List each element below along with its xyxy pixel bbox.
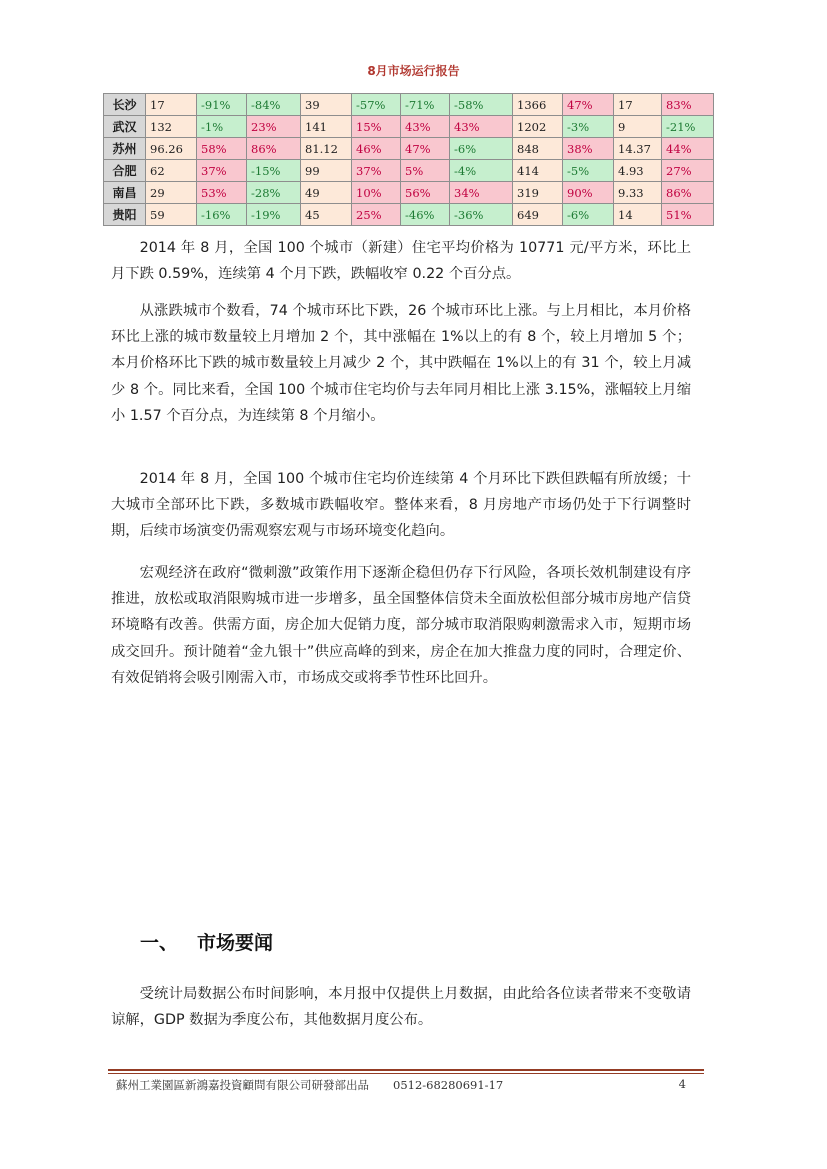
- table-cell: 9: [614, 116, 662, 138]
- table-cell: 53%: [197, 182, 247, 204]
- table-cell: 25%: [352, 204, 401, 226]
- table-cell: 649: [513, 204, 563, 226]
- table-cell: -3%: [563, 116, 614, 138]
- table-cell: -21%: [662, 116, 714, 138]
- table-cell: 37%: [352, 160, 401, 182]
- footer-phone: 0512-68280691-17: [393, 1078, 504, 1092]
- table-cell: 86%: [247, 138, 301, 160]
- table-cell: 47%: [401, 138, 450, 160]
- table-cell: 43%: [450, 116, 513, 138]
- table-cell: 29: [146, 182, 197, 204]
- table-cell: -15%: [247, 160, 301, 182]
- table-cell: 23%: [247, 116, 301, 138]
- table-cell: 37%: [197, 160, 247, 182]
- city-name-cell: 长沙: [104, 94, 146, 116]
- city-name-cell: 苏州: [104, 138, 146, 160]
- table-cell: -19%: [247, 204, 301, 226]
- page-number: 4: [678, 1077, 686, 1091]
- table-cell: -36%: [450, 204, 513, 226]
- table-cell: 44%: [662, 138, 714, 160]
- table-cell: 90%: [563, 182, 614, 204]
- table-cell: 38%: [563, 138, 614, 160]
- table-row: [104, 182, 714, 204]
- table-cell: 96.26: [146, 138, 197, 160]
- table-cell: 1366: [513, 94, 563, 116]
- city-name-cell: 合肥: [104, 160, 146, 182]
- table-cell: -5%: [563, 160, 614, 182]
- table-cell: 62: [146, 160, 197, 182]
- table-cell: 14.37: [614, 138, 662, 160]
- table-cell: 46%: [352, 138, 401, 160]
- table-cell: 132: [146, 116, 197, 138]
- table-row: [104, 204, 714, 226]
- table-cell: 86%: [662, 182, 714, 204]
- paragraph-summary: 2014 年 8 月，全国 100 个城市住宅均价连续第 4 个月环比下跌但跌幅有所放缓；十大城市全部环比下跌，多数城市跌幅收窄。整体来看，8 月房地产市场仍处于下行调整时期，后续市场演变仍需观察宏观与市场环境变化趋向。: [111, 471, 691, 540]
- table-row: [104, 94, 714, 116]
- table-cell: 14: [614, 204, 662, 226]
- table-cell: 10%: [352, 182, 401, 204]
- table-cell: -57%: [352, 94, 401, 116]
- section-title: 市场要闻: [197, 932, 274, 954]
- footer-divider-thick: [108, 1069, 704, 1071]
- table-cell: -58%: [450, 94, 513, 116]
- table-cell: 47%: [563, 94, 614, 116]
- city-name-cell: 贵阳: [104, 204, 146, 226]
- table-cell: 39: [301, 94, 352, 116]
- table-cell: 4.93: [614, 160, 662, 182]
- report-header-title: 8月市场运行报告: [367, 64, 460, 78]
- table-cell: -1%: [197, 116, 247, 138]
- footer-company: 蘇州工業園區新鴻嘉投資顧問有限公司研發部出品: [116, 1078, 369, 1092]
- table-cell: 319: [513, 182, 563, 204]
- table-cell: -6%: [563, 204, 614, 226]
- paragraph-city-count: 从涨跌城市个数看，74 个城市环比下跌，26 个城市环比上涨。与上月相比，本月价格环比上涨的城市数量较上月增加 2 个，其中涨幅在 1%以上的有 8 个，较上月增加 5 个；本月价格环比下跌的城市数量较上月减少 2 个，其中跌幅在 1%以上的有 31 个，较上月减少 8 个。同比来看，全国 100 个城市住宅均价与去年同月相比上涨 3.15%，涨幅较上月缩小 1.57 个百分点，为连续第 8 个月缩小。: [111, 303, 691, 424]
- section-heading: [140, 928, 273, 955]
- table-cell: 34%: [450, 182, 513, 204]
- table-cell: 49: [301, 182, 352, 204]
- city-name-cell: 武汉: [104, 116, 146, 138]
- table-cell: 81.12: [301, 138, 352, 160]
- city-name-cell: 南昌: [104, 182, 146, 204]
- table-cell: -91%: [197, 94, 247, 116]
- table-cell: 45: [301, 204, 352, 226]
- table-cell: 56%: [401, 182, 450, 204]
- table-cell: 27%: [662, 160, 714, 182]
- table-row: [104, 116, 714, 138]
- table-row: [104, 138, 714, 160]
- table-cell: 83%: [662, 94, 714, 116]
- table-cell: 58%: [197, 138, 247, 160]
- paragraph-average-price: 2014 年 8 月，全国 100 个城市（新建）住宅平均价格为 10771 元/平方米，环比上月下跌 0.59%，连续第 4 个月下跌，跌幅收窄 0.22 个百分点。: [111, 240, 691, 283]
- section-intro-text: 受统计局数据公布时间影响，本月报中仅提供上月数据，由此给各位读者带来不变敬请谅解，GDP 数据为季度公布，其他数据月度公布。: [111, 986, 691, 1029]
- city-data-table: [103, 93, 714, 226]
- table-cell: -6%: [450, 138, 513, 160]
- table-cell: -28%: [247, 182, 301, 204]
- table-cell: 5%: [401, 160, 450, 182]
- table-cell: 43%: [401, 116, 450, 138]
- table-cell: 1202: [513, 116, 563, 138]
- table-cell: -71%: [401, 94, 450, 116]
- table-cell: 17: [614, 94, 662, 116]
- table-cell: 99: [301, 160, 352, 182]
- table-cell: -46%: [401, 204, 450, 226]
- table-cell: -84%: [247, 94, 301, 116]
- table-row: [104, 160, 714, 182]
- table-cell: -4%: [450, 160, 513, 182]
- table-cell: 17: [146, 94, 197, 116]
- table-cell: 15%: [352, 116, 401, 138]
- table-cell: 414: [513, 160, 563, 182]
- table-cell: -16%: [197, 204, 247, 226]
- section-number: 一、: [140, 932, 179, 954]
- table-cell: 9.33: [614, 182, 662, 204]
- paragraph-macro-outlook: 宏观经济在政府“微刺激”政策作用下逐渐企稳但仍存下行风险，各项长效机制建设有序推进，放松或取消限购城市进一步增多，虽全国整体信贷未全面放松但部分城市房地产信贷环境略有改善。供需方面，房企加大促销力度，部分城市取消限购刺激需求入市，短期市场成交回升。预计随着“金九银十”供应高峰的到来，房企在加大推盘力度的同时，合理定价、有效促销将会吸引刚需入市，市场成交或将季节性环比回升。: [111, 565, 691, 686]
- table-cell: 848: [513, 138, 563, 160]
- table-cell: 59: [146, 204, 197, 226]
- table-cell: 141: [301, 116, 352, 138]
- page-footer: [116, 1077, 686, 1093]
- table-cell: 51%: [662, 204, 714, 226]
- footer-divider-thin: [108, 1073, 704, 1074]
